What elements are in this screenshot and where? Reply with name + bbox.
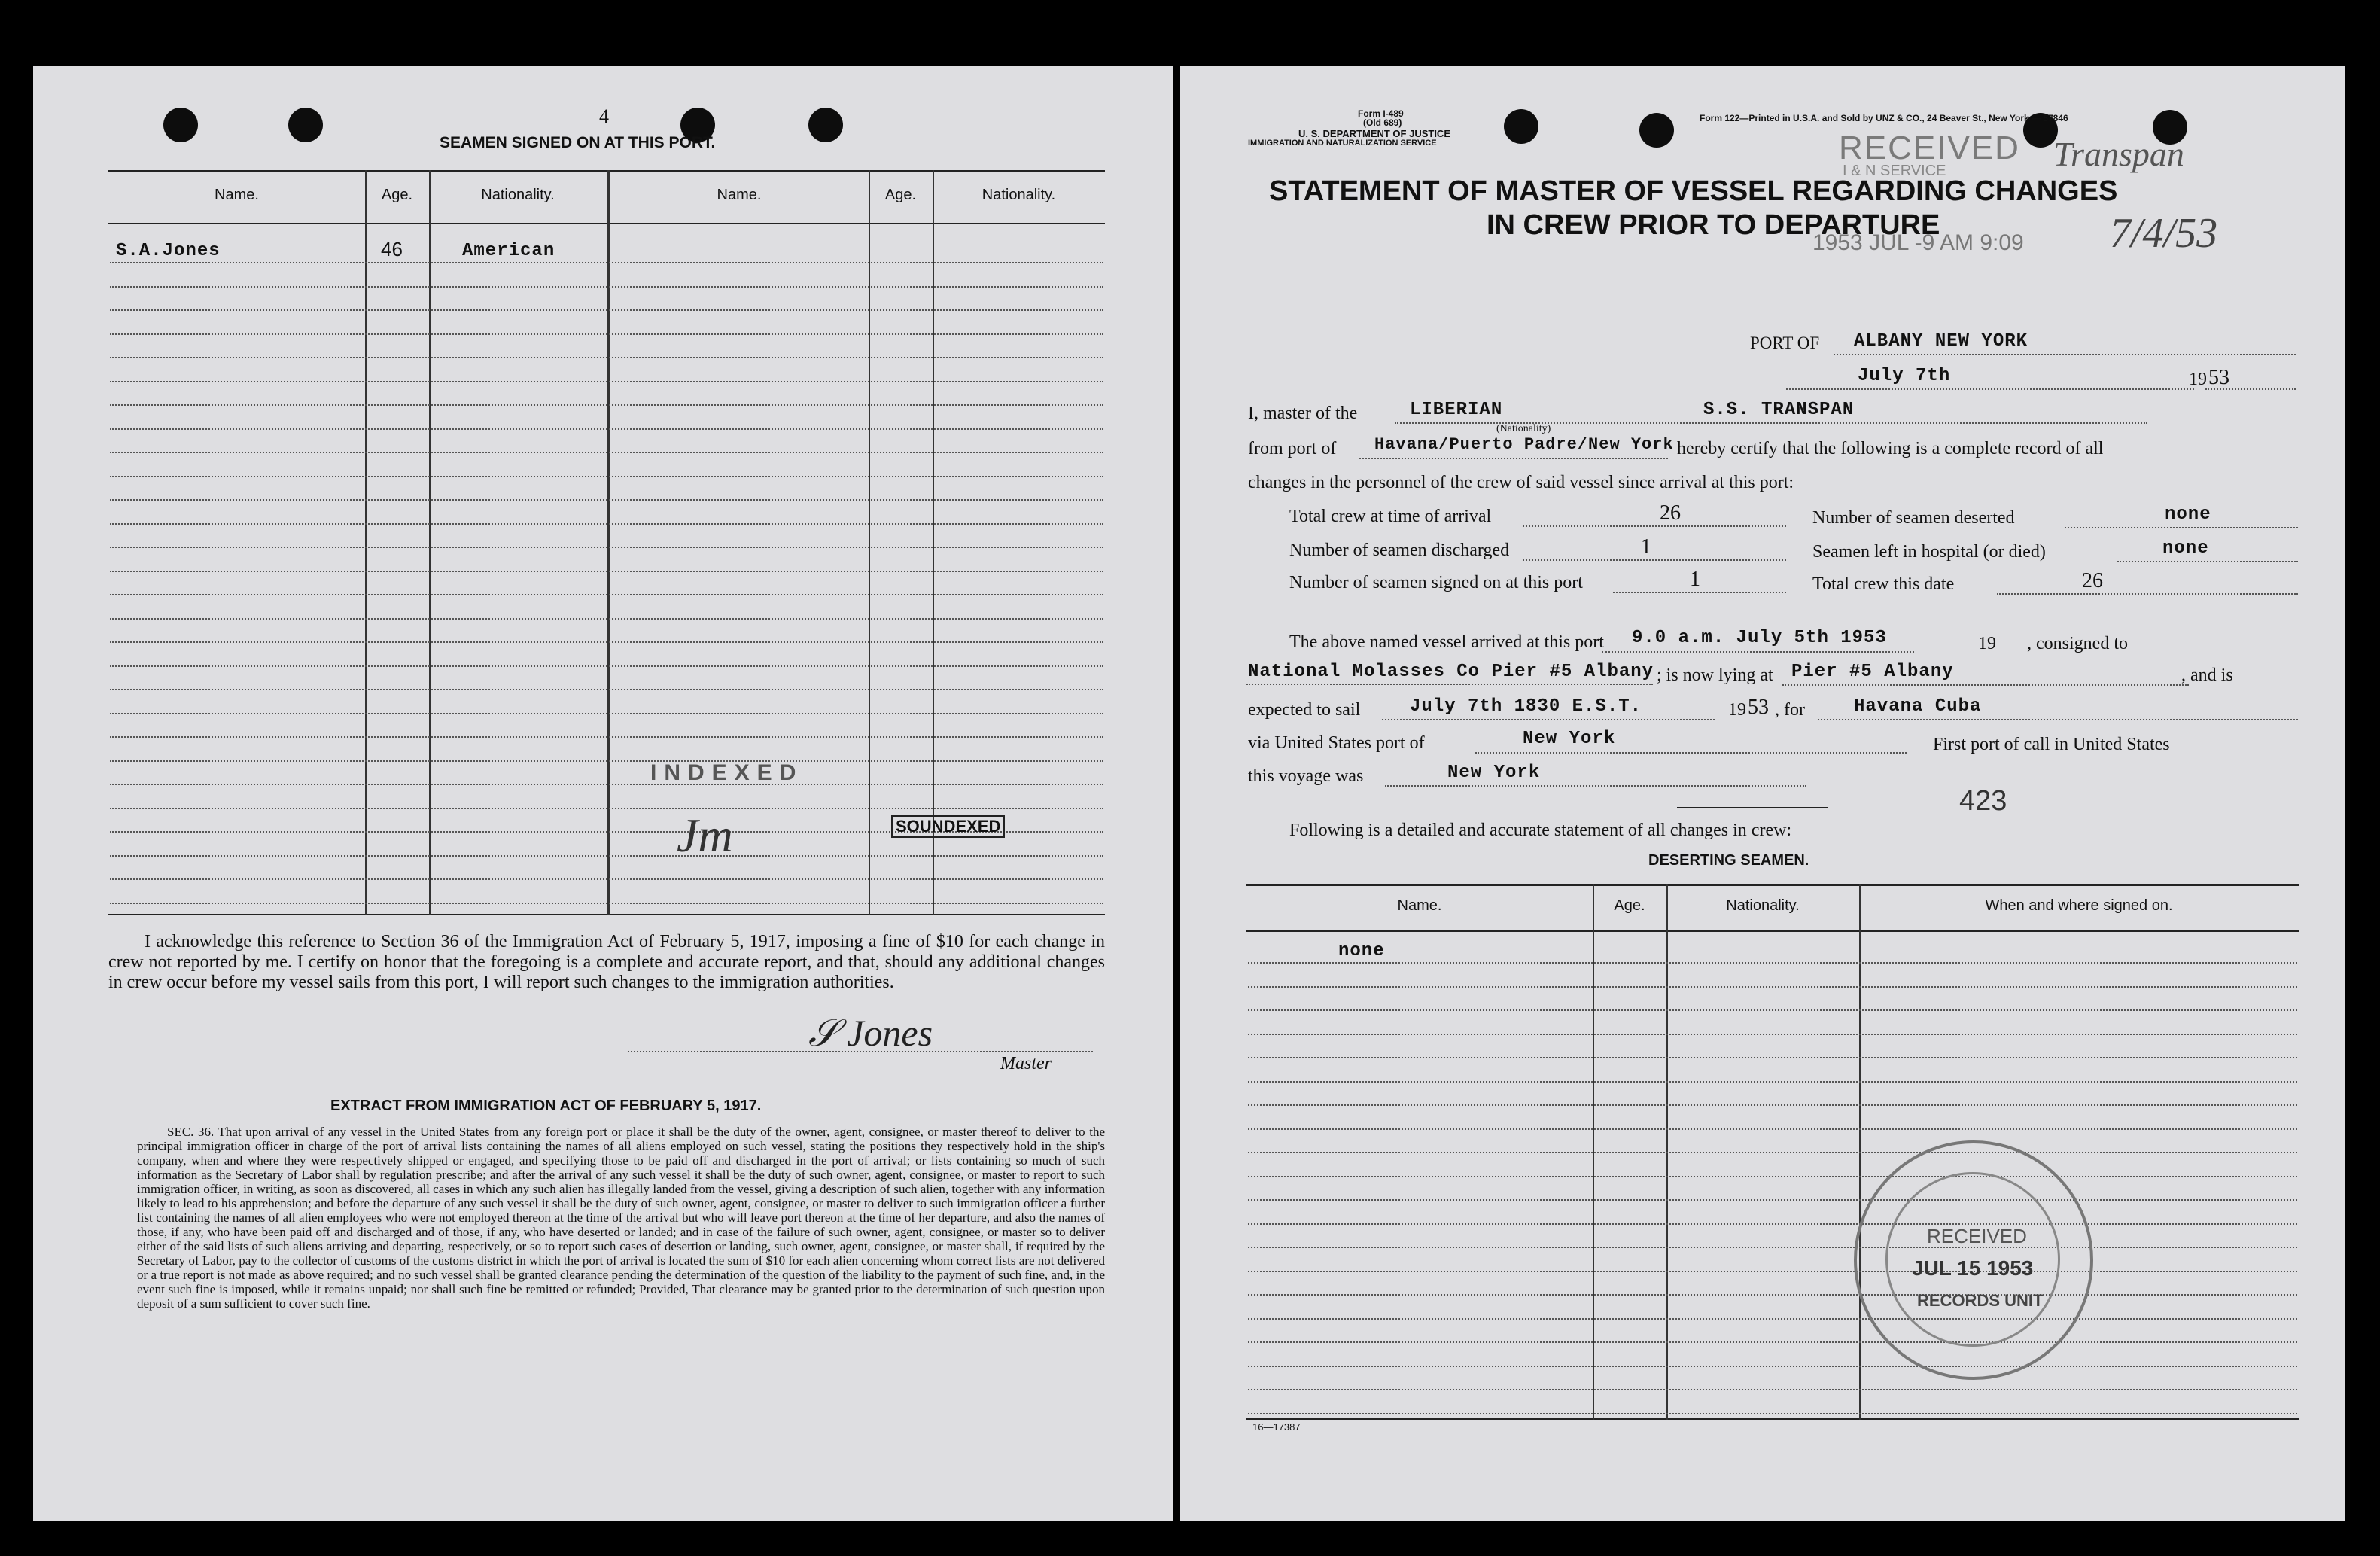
row-rule: [1248, 1223, 2297, 1225]
port-value: ALBANY NEW YORK: [1854, 331, 2028, 352]
row-rule: [110, 476, 1103, 477]
table-header-rule: [1246, 930, 2299, 932]
row-rule: [110, 286, 1103, 288]
nationality-value: LIBERIAN: [1410, 400, 1503, 420]
and-is-text: , and is: [2181, 665, 2233, 685]
row-rule: [1248, 1247, 2297, 1248]
round-stamp-line3: RECORDS UNIT: [1917, 1291, 2044, 1310]
total-arrival-value: 26: [1660, 501, 1681, 525]
row-rule: [1248, 1318, 2297, 1320]
expected-label: expected to sail: [1248, 700, 1361, 720]
fill-line: [1818, 719, 2298, 720]
fill-line: [2205, 388, 2296, 390]
year-prefix: 19: [2189, 370, 2207, 389]
table-bottom-rule: [1246, 1418, 2299, 1420]
fill-line: [1475, 752, 1907, 754]
col-divider: [933, 170, 934, 915]
extract-text: SEC. 36. That upon arrival of any vessel in the United States from any foreign port or place it shall be the duty of the owner, agent, consignee, or master thereof to deliver to the principal immigration officer in charge of the port of arrival lists containing the names of all aliens employed on such vessel, stating the positions they respectively hold in the ship's company, when and where they were respectively shipped or engaged, and specifying those to be paid off and discharged in the port of arrival; or lists containing so much of such information as the Secretary of Labor shall by regulation prescribe; and after the arrival of any such vessel it shall be the duty of such owner, agent, consignee, or master to report to such immigration officer, in writing, as soon as discovered, all cases in which any such alien has illegally landed from the vessel, giving a description of such alien, together with any information likely to lead to his apprehension; and before the departure of any such vessel it shall be the duty of such owner, agent, consignee, or master to deliver to such immigration officer a further list containing the names of all alien employees who were not employed thereon at the time of the arrival but who will leave port thereon at the time of her departure, and also the names of those, if any, who have been paid off and discharged and of those, if any, who have deserted or landed; and in case of the failure of such owner, agent, consignee, or master so to deliver either of the said lists of such aliens arriving and departing, respectively, or so to report such cases of desertion or landing, such owner, agent, consignee, or master shall, if required by the Secretary of Labor, pay to the collector of customs of the customs district in which the port of arrival is located the sum of $10 for each alien concerning whom correct lists are not delivered or a true report is not made as above required; and no such vessel shall be granted clearance pending the determination of the question of the liability to the payment of such fine, and, in the event such fine is imposed, while it remains unpaid; nor shall such fine be remitted or refunded; Provided, That clearance may be granted prior to the determination of such question upon deposit of a sum sufficient to cover such fine.: [137, 1125, 1105, 1311]
row-rule: [110, 594, 1103, 595]
received-sub: I & N SERVICE: [1843, 163, 1946, 179]
discharged-value: 1: [1641, 535, 1651, 559]
row-rule: [1248, 1413, 2297, 1414]
hospital-label: Seamen left in hospital (or died): [1812, 542, 2046, 562]
date-value: July 7th: [1858, 366, 1951, 386]
left-page: [33, 66, 1173, 1521]
row-rule: [110, 736, 1103, 738]
col-divider: [365, 170, 367, 915]
round-stamp-line1: RECEIVED: [1927, 1225, 2027, 1247]
row-rule: [110, 618, 1103, 620]
acknowledgement-text: I acknowledge this reference to Section 36 of the Immigration Act of February 5, 1917, imposing a fine of $10 for each change in crew not reported by me. I certify on honor that the foregoing is a complete and accurate report, and that, should any additional changes in crew occur before my vessel sails from this port, I will report such changes to the immigration authorities.: [108, 932, 1105, 992]
row-rule: [110, 665, 1103, 667]
row-rule: [1248, 986, 2297, 988]
row-rule: [1248, 1294, 2297, 1296]
fill-line: [1359, 458, 1668, 459]
signature-line: [628, 1051, 1093, 1052]
printer-note: Form 122—Printed in U.S.A. and Sold by UNZ & CO., 24 Beaver St., New York — 57846: [1700, 113, 2068, 123]
master-signature: 𝒮 Jones: [808, 1012, 933, 1054]
signed-on-value: 1: [1690, 568, 1700, 591]
deserted-value: none: [2165, 504, 2211, 525]
handwritten-date: 7/4/53: [2110, 210, 2218, 257]
row-age: 46: [381, 238, 403, 260]
deserting-row-name: none: [1338, 941, 1385, 961]
arrived-year: 19: [1978, 634, 1996, 653]
col-header-age: Age.: [381, 187, 413, 203]
from-port-value: Havana/Puerto Padre/New York: [1374, 435, 1674, 454]
row-rule: [1248, 1341, 2297, 1343]
row-rule: [1248, 1128, 2297, 1130]
table-top-rule: [1246, 884, 2299, 886]
des-col-when-where: When and where signed on.: [1985, 897, 2173, 914]
arrived-value: 9.0 a.m. July 5th 1953: [1632, 628, 1887, 648]
row-rule: [1248, 1104, 2297, 1106]
fill-line: [1997, 593, 2298, 595]
col-header-name-2: Name.: [717, 187, 762, 203]
initials-mark: Jm: [677, 808, 733, 862]
row-rule: [110, 404, 1103, 406]
fill-line: [2117, 561, 2298, 562]
file-number: 423: [1959, 785, 2007, 817]
row-rule: [1248, 1009, 2297, 1011]
form-title-line1: STATEMENT OF MASTER OF VESSEL REGARDING CHANGES: [1269, 175, 2118, 207]
extract-title: EXTRACT FROM IMMIGRATION ACT OF FEBRUARY 5, 1917.: [330, 1098, 762, 1114]
total-date-value: 26: [2082, 569, 2103, 592]
deserted-label: Number of seamen deserted: [1812, 508, 2015, 528]
punch-hole: [808, 108, 843, 142]
consigned-label: , consigned to: [2027, 634, 2128, 653]
row-rule: [1248, 1271, 2297, 1272]
des-col-nationality: Nationality.: [1726, 897, 1800, 914]
discharged-label: Number of seamen discharged: [1289, 540, 1510, 560]
lying-label: ; is now lying at: [1657, 665, 1773, 685]
row-nationality: American: [462, 241, 555, 261]
for-label: , for: [1775, 700, 1805, 720]
from-port-label: from port of: [1248, 439, 1337, 458]
col-header-nationality-2: Nationality.: [982, 187, 1056, 203]
row-rule: [1248, 1152, 2297, 1153]
row-rule: [110, 381, 1103, 382]
handwritten-vessel: Transpan: [2053, 135, 2184, 173]
row-rule: [1248, 1366, 2297, 1367]
fill-line: [1602, 651, 1914, 653]
row-rule: [1248, 1176, 2297, 1177]
row-rule: [110, 357, 1103, 358]
col-divider: [607, 170, 610, 915]
voyage-value: New York: [1447, 763, 1541, 783]
punch-hole: [288, 108, 323, 142]
fill-line: [1385, 785, 1806, 787]
row-rule: [110, 547, 1103, 548]
section-title: SEAMEN SIGNED ON AT THIS PORT.: [440, 134, 716, 151]
col-header-age-2: Age.: [884, 187, 917, 203]
via-value: New York: [1523, 729, 1616, 749]
dept-name: U. S. DEPARTMENT OF JUSTICE: [1298, 128, 1450, 139]
row-rule: [1248, 1057, 2297, 1058]
row-rule: [110, 641, 1103, 643]
row-rule: [110, 262, 1103, 263]
row-rule: [110, 523, 1103, 525]
row-rule: [110, 808, 1103, 809]
changes-text: changes in the personnel of the crew of said vessel since arrival at this port:: [1248, 473, 1794, 492]
form-title-line2: IN CREW PRIOR TO DEPARTURE: [1487, 209, 1940, 241]
via-label: via United States port of: [1248, 733, 1425, 753]
expected-year: 53: [1748, 696, 1769, 719]
right-page: [1180, 66, 2345, 1521]
punch-hole: [163, 108, 198, 142]
received-date-stamp: 1953 JUL -9 AM 9:09: [1812, 230, 2024, 255]
arrived-label: The above named vessel arrived at this port: [1289, 632, 1604, 652]
fill-line: [1613, 592, 1786, 593]
for-value: Havana Cuba: [1854, 696, 1982, 717]
fill-line: [1523, 559, 1786, 561]
row-rule: [110, 760, 1103, 762]
row-rule: [110, 689, 1103, 690]
row-rule: [110, 571, 1103, 572]
row-rule: [1248, 1389, 2297, 1390]
punch-hole: [1504, 109, 1538, 144]
col-header-nationality: Nationality.: [481, 187, 555, 203]
fill-line: [1246, 684, 1653, 685]
nationality-caption: (Nationality): [1496, 423, 1551, 434]
row-rule: [110, 878, 1103, 880]
row-rule: [1248, 1034, 2297, 1035]
fill-line: [1382, 719, 1715, 720]
row-rule: [110, 784, 1103, 785]
fill-line: [1834, 354, 2296, 355]
hospital-value: none: [2162, 538, 2209, 559]
fill-line: [1786, 388, 2194, 390]
page-number: 4: [599, 105, 609, 127]
received-stamp: RECEIVED: [1839, 129, 2020, 166]
vessel-value: S.S. TRANSPAN: [1703, 400, 1855, 420]
expected-value: July 7th 1830 E.S.T.: [1410, 696, 1642, 717]
records-unit-stamp: [1854, 1140, 2093, 1380]
row-rule: [110, 713, 1103, 714]
lying-value: Pier #5 Albany: [1791, 662, 1954, 682]
total-date-label: Total crew this date: [1812, 574, 1955, 594]
row-rule: [110, 499, 1103, 501]
certify-text: hereby certify that the following is a complete record of all: [1677, 439, 2104, 458]
year-value: 53: [2208, 366, 2229, 389]
master-of-label: I, master of the: [1248, 403, 1358, 423]
form-id: Form I-489: [1358, 108, 1404, 119]
first-port-label: First port of call in United States: [1933, 735, 2170, 754]
col-divider: [429, 170, 431, 915]
deserting-title: DESERTING SEAMEN.: [1648, 852, 1809, 869]
row-name: S.A.Jones: [116, 241, 221, 261]
round-stamp-date: JUL 15 1953: [1912, 1256, 2034, 1280]
consignee-value: National Molasses Co Pier #5 Albany: [1248, 662, 1654, 682]
row-rule: [110, 309, 1103, 311]
row-rule: [1248, 1199, 2297, 1201]
signed-on-label: Number of seamen signed on at this port: [1289, 573, 1583, 592]
voyage-label: this voyage was: [1248, 766, 1364, 786]
row-rule: [110, 903, 1103, 904]
col-header-name: Name.: [215, 187, 259, 203]
row-rule: [1248, 962, 2297, 964]
footer-code: 16—17387: [1252, 1421, 1301, 1433]
short-rule: [1677, 807, 1828, 808]
des-col-age: Age.: [1614, 897, 1645, 914]
total-arrival-label: Total crew at time of arrival: [1289, 507, 1492, 526]
row-rule: [110, 452, 1103, 453]
indexed-stamp: INDEXED: [650, 760, 804, 785]
row-rule: [1248, 1081, 2297, 1083]
fill-line: [1523, 525, 1786, 527]
col-divider: [869, 170, 870, 915]
expected-year-prefix: 19: [1728, 700, 1746, 720]
service-name: IMMIGRATION AND NATURALIZATION SERVICE: [1248, 139, 1437, 148]
row-rule: [110, 855, 1103, 857]
form-old: (Old 689): [1363, 117, 1402, 128]
punch-hole: [1639, 113, 1674, 148]
des-col-name: Name.: [1397, 897, 1442, 914]
fill-line: [1782, 684, 2189, 686]
master-label: Master: [1000, 1054, 1052, 1073]
row-rule: [110, 333, 1103, 335]
port-label: PORT OF: [1750, 333, 1820, 352]
soundexed-stamp: SOUNDEXED: [891, 815, 1005, 838]
row-rule: [110, 428, 1103, 430]
following-text: Following is a detailed and accurate statement of all changes in crew:: [1289, 821, 1792, 840]
fill-line: [2065, 527, 2298, 528]
